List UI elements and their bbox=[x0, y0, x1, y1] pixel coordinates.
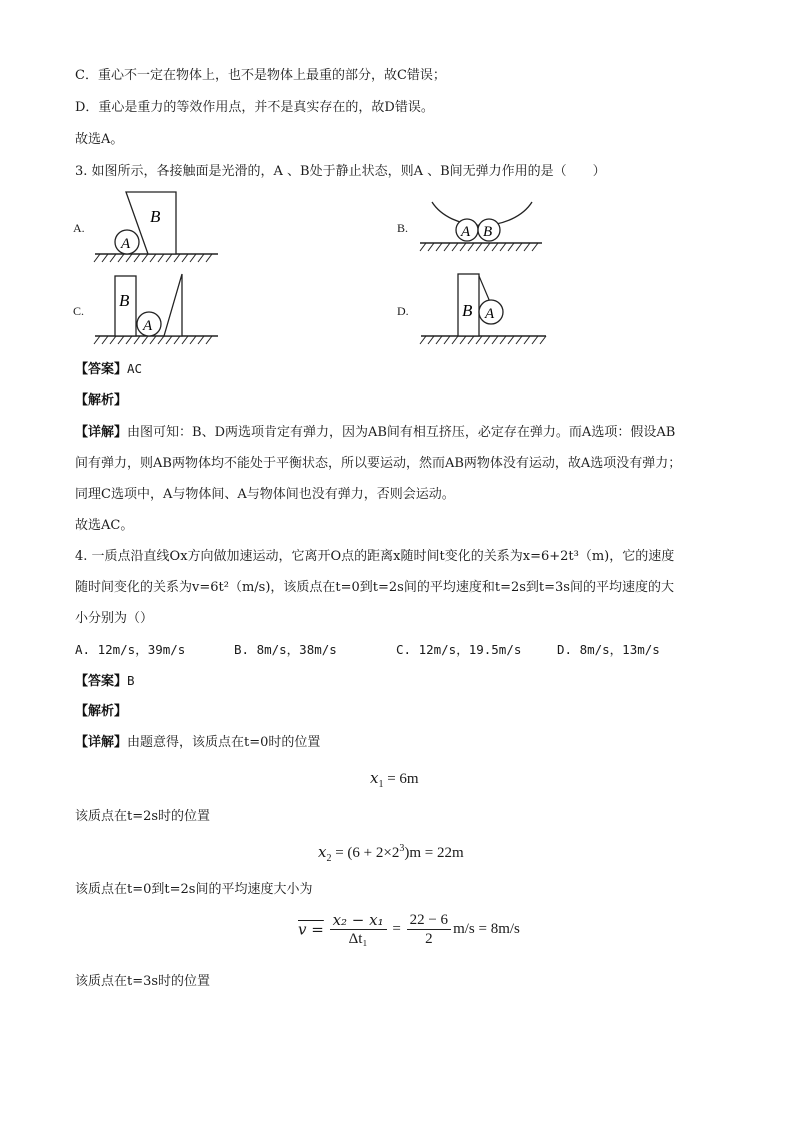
c-option-text: C．重心不一定在物体上，也不是物体上最重的部分，故C错误； bbox=[75, 68, 446, 83]
figure-d bbox=[418, 268, 550, 350]
formula-sup: 3 bbox=[399, 843, 405, 854]
formula-var: x bbox=[370, 769, 379, 787]
q3-detail-line-2: 间有弹力，则AB两物体均不能处于平衡状态，所以要运动，然而AB两物体没有运动，故A选项没有弹力； bbox=[75, 456, 682, 471]
fraction-symbolic bbox=[330, 911, 387, 948]
fraction-numerator: x₂ − x₁ bbox=[330, 911, 387, 930]
figure-a bbox=[92, 188, 222, 270]
formula-rhs: = 6m bbox=[383, 771, 419, 787]
detail-text: 由图可知：B、D两选项肯定有弹力，因为AB间有相互挤压，必定存在弹力。而A选项：假设AB bbox=[127, 425, 676, 440]
figure-label-c: C. bbox=[73, 304, 85, 318]
ball-a-label: A bbox=[143, 318, 153, 334]
q4-detail-line bbox=[75, 734, 320, 752]
answer-value: AC bbox=[127, 361, 143, 376]
block-b-label: B bbox=[150, 207, 161, 226]
ball-b-label: B bbox=[483, 224, 493, 240]
question-4-line-1: 4. 一质点沿直线Ox方向做加速运动，它离开O点的距离x随时间t变化的关系为x=6+2t³（m)，它的速度 bbox=[75, 549, 675, 564]
choose-a-text: 故选A。 bbox=[75, 132, 124, 147]
formula-rhs: m/s = 8m/s bbox=[453, 921, 520, 937]
block-b-label: B bbox=[462, 301, 473, 320]
formula-sub: 2 bbox=[326, 853, 332, 864]
block-b-label: B bbox=[119, 291, 130, 310]
average-velocity-text: 该质点在t=0到t=2s间的平均速度大小为 bbox=[75, 882, 313, 897]
figure-b bbox=[418, 196, 546, 268]
answer-tag: 【答案】 bbox=[75, 362, 128, 377]
q3-detail-line-3: 同理C选项中，A与物体间、A与物体间也没有弹力，否则会运动。 bbox=[75, 487, 455, 502]
d-option-text: D．重心是重力的等效作用点，并不是真实存在的，故D错误。 bbox=[75, 100, 434, 115]
formula-x2 bbox=[318, 843, 464, 864]
figure-label-a: A. bbox=[73, 221, 85, 235]
formula-lhs: v = bbox=[298, 920, 324, 939]
q3-analysis-tag: 【解析】 bbox=[75, 393, 128, 408]
formula-sub: 1 bbox=[378, 779, 384, 790]
figure-label-b: B. bbox=[397, 221, 409, 235]
formula-mid: = (6 + 2×2 bbox=[331, 845, 400, 861]
fraction-numerator: 22 − 6 bbox=[407, 911, 451, 930]
question-4-line-3: 小分别为（） bbox=[75, 611, 154, 626]
q3-detail-line-1 bbox=[75, 424, 675, 442]
choice-c: C. 12m/s，19.5m/s bbox=[396, 642, 522, 657]
question-4-line-2: 随时间变化的关系为v=6t²（m/s)，该质点在t=0到t=2s间的平均速度和t=2s到t=3s间的平均速度的大 bbox=[75, 580, 674, 595]
figure-c bbox=[92, 268, 222, 350]
detail-tag: 【详解】 bbox=[75, 735, 128, 750]
choice-d: D. 8m/s，13m/s bbox=[557, 642, 660, 657]
choice-a: A. 12m/s，39m/s bbox=[75, 642, 186, 657]
ball-a-label: A bbox=[121, 236, 131, 252]
figure-label-d: D. bbox=[397, 304, 409, 318]
choice-b: B. 8m/s，38m/s bbox=[234, 642, 337, 657]
detail-text: 由题意得，该质点在t=0时的位置 bbox=[127, 735, 321, 750]
question-3: 3. 如图所示，各接触面是光滑的，A 、B处于静止状态，则A 、B间无弹力作用的是（ ） bbox=[75, 164, 606, 179]
position-t2-text: 该质点在t=2s时的位置 bbox=[75, 809, 211, 824]
formula-average-velocity: v = $\frac{\text{x₂ − x₁}}{\text{Δt₁}}$ = $\frac{22 - 6}{2}$ m/s = 8m/s bbox=[298, 911, 520, 947]
fraction-denominator: 2 bbox=[425, 931, 433, 947]
formula-rhs: )m = 22m bbox=[404, 845, 464, 861]
answer-tag: 【答案】 bbox=[75, 674, 128, 689]
formula-var: x bbox=[318, 843, 327, 861]
q3-choose-text: 故选AC。 bbox=[75, 518, 134, 533]
fraction-denominator: Δt₁ bbox=[348, 931, 368, 947]
q4-analysis-tag: 【解析】 bbox=[75, 704, 128, 719]
q4-answer-line bbox=[75, 672, 135, 691]
ball-a-label: A bbox=[461, 224, 471, 240]
ball-a-label: A bbox=[485, 306, 495, 322]
answer-value: B bbox=[127, 673, 135, 688]
position-t3-text: 该质点在t=3s时的位置 bbox=[75, 974, 211, 989]
detail-tag: 【详解】 bbox=[75, 425, 128, 440]
formula-x1 bbox=[370, 769, 419, 790]
fraction-numeric bbox=[407, 911, 451, 948]
q3-answer-line bbox=[75, 360, 142, 379]
